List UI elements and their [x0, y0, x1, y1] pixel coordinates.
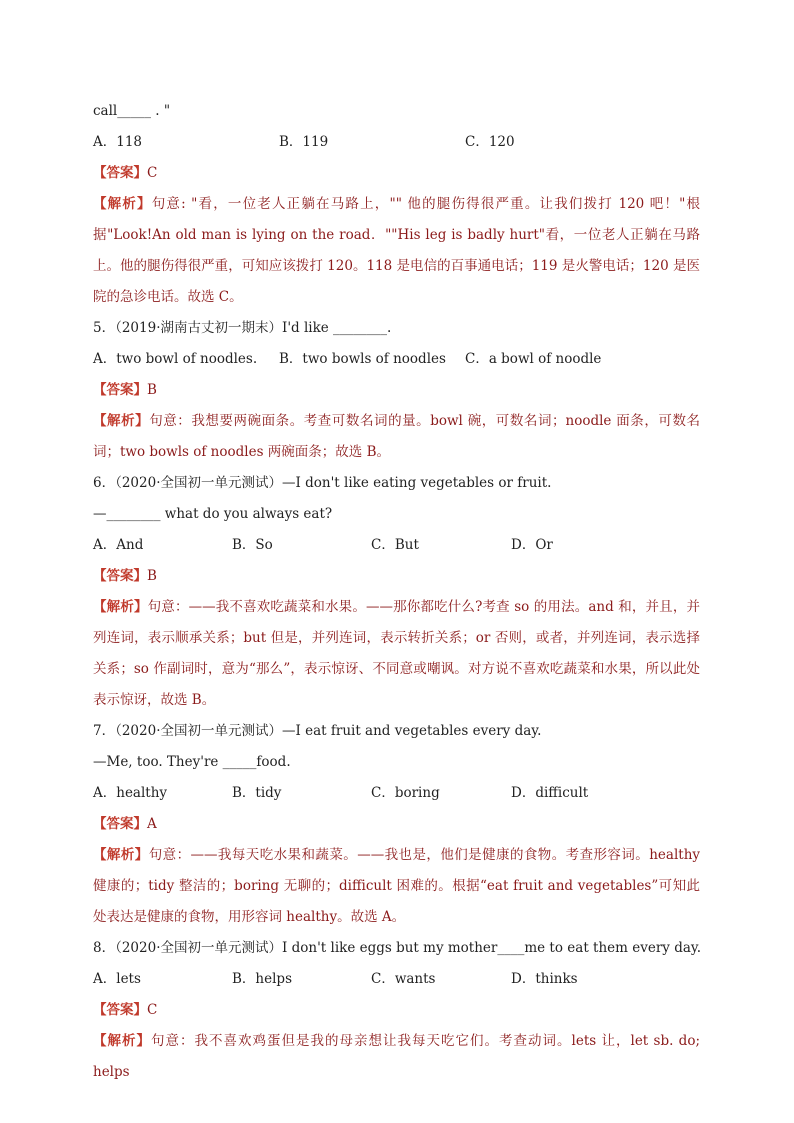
- q4-answer-value: C: [147, 165, 158, 181]
- q4-option-a: A．118: [93, 134, 143, 150]
- q7-stem: 7．（2020·全国初一单元测试）—I eat fruit and vegetables every day.: [93, 723, 542, 739]
- q8-option-d: D．thinks: [511, 971, 578, 987]
- q5-answer-value: B: [147, 382, 157, 398]
- q7-explanation: [93, 840, 700, 933]
- q4-explain-text: 句意: "看，一位老人正躺在马路上，"" 他的腿伤得很严重。让我们拨打 120 吧！"根据"Look!An old man is lying on the road．""His leg is badly hurt"看，一位老人正躺在马路上。他的腿伤得很严重，可知应该拨打 120。118 是电信的百事通电话；119 是火警电话；120 是医院的急诊电话。故选 C。: [93, 196, 700, 305]
- q7-option-a: A．healthy: [93, 785, 168, 801]
- q5-option-a: A．two bowl of noodles.: [93, 351, 258, 367]
- q8-explain-text: 句意：我不喜欢鸡蛋但是我的母亲想让我每天吃它们。考查动词。lets 让，let sb. do; helps: [93, 1033, 701, 1080]
- q8-answer: [93, 995, 700, 1026]
- q5-explain-tag: 【解析】: [93, 413, 150, 429]
- q8-option-b: B．helps: [232, 971, 292, 987]
- q8-option-a: A．lets: [93, 971, 141, 987]
- q7-answer-tag: 【答案】: [93, 816, 147, 832]
- q7-answer-value: A: [147, 816, 157, 832]
- q6-explanation: [93, 592, 700, 716]
- q7-option-c: C．boring: [371, 785, 440, 801]
- q4-option-c: C．120: [465, 134, 515, 150]
- q6-options: [93, 530, 700, 561]
- q8-options: [93, 964, 700, 995]
- q5-options: [93, 344, 700, 375]
- q6-stem: 6．（2020·全国初一单元测试）—I don't like eating vegetables or fruit.: [93, 475, 552, 491]
- q6-option-b: B．So: [232, 537, 273, 553]
- q6-explain-text: 句意：——我不喜欢吃蔬菜和水果。——那你都吃什么?考查 so 的用法。and 和，并且，并列连词，表示顺承关系；but 但是，并列连词，表示转折关系；or 否则，或者，并列连词，表示选择关系；so 作副词时，意为“那么”，表示惊讶、不同意或嘲讽。对方说不喜欢吃蔬菜和水果，所以此处表示惊讶，故选 B。: [93, 599, 701, 708]
- q7-option-d: D．difficult: [511, 785, 589, 801]
- q5-answer-tag: 【答案】: [93, 382, 147, 398]
- document-page: [93, 96, 700, 1088]
- q4-answer-tag: 【答案】: [93, 165, 147, 181]
- q4-option-b: B．119: [279, 134, 329, 150]
- q6-answer-value: B: [147, 568, 157, 584]
- q8-explain-tag: 【解析】: [93, 1033, 152, 1049]
- q8-option-c: C．wants: [371, 971, 436, 987]
- q5-option-c: C．a bowl of noodle: [465, 351, 602, 367]
- q8-explanation: [93, 1026, 700, 1088]
- q7-option-b: B．tidy: [232, 785, 282, 801]
- q5-explanation: [93, 406, 700, 468]
- q6-option-c: C．But: [371, 537, 419, 553]
- q6-stem-response: —________ what do you always eat?: [93, 506, 333, 522]
- q4-explain-tag: 【解析】: [93, 196, 152, 212]
- q6-option-d: D．Or: [511, 537, 553, 553]
- q4-options: [93, 127, 700, 158]
- q8-answer-tag: 【答案】: [93, 1002, 147, 1018]
- q8-answer-value: C: [147, 1002, 158, 1018]
- q6-answer: [93, 561, 700, 592]
- q8-stem: 8．（2020·全国初一单元测试）I don't like eggs but my mother____me to eat them every day.: [93, 940, 702, 956]
- q7-explain-tag: 【解析】: [93, 847, 149, 863]
- q7-explain-text: 句意：——我每天吃水果和蔬菜。——我也是，他们是健康的食物。考查形容词。healthy 健康的；tidy 整洁的；boring 无聊的；difficult 困难的。根据“eat fruit and vegetables”可知此处表达是健康的食物，用形容词 healthy。故选 A。: [93, 847, 701, 925]
- q7-options: [93, 778, 700, 809]
- q5-option-b: B．two bowls of noodles: [279, 351, 446, 367]
- q5-stem: 5．（2019·湖南古丈初一期末）I'd like ________.: [93, 320, 392, 336]
- q6-option-a: A．And: [93, 537, 144, 553]
- q5-explain-text: 句意：我想要两碗面条。考查可数名词的量。bowl 碗，可数名词；noodle 面条，可数名词；two bowls of noodles 两碗面条；故选 B。: [93, 413, 700, 460]
- q4-answer: [93, 158, 700, 189]
- q6-explain-tag: 【解析】: [93, 599, 148, 615]
- q5-answer: [93, 375, 700, 406]
- q7-answer: [93, 809, 700, 840]
- q7-stem-response: —Me, too. They're _____food.: [93, 754, 291, 770]
- q4-stem-tail: call_____ . ": [93, 103, 171, 119]
- q6-answer-tag: 【答案】: [93, 568, 147, 584]
- q4-explanation: [93, 189, 700, 313]
